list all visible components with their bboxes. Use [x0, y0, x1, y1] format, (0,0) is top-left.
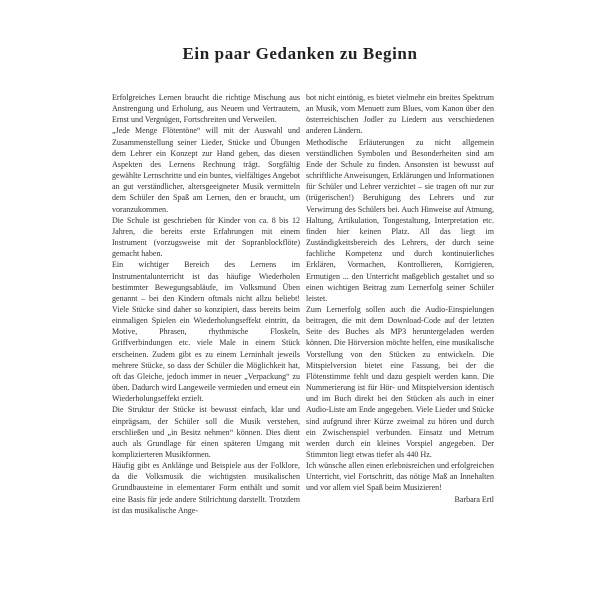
- left-column: [112, 92, 300, 516]
- page-title: Ein paar Gedanken zu Beginn: [182, 44, 418, 63]
- paragraph: Die Schule ist geschrieben für Kinder von ca. 8 bis 12 Jahren, die bereits erste Erfahrungen mit einem Instrument (vorzugsweise mit der Sopranblockflöte) gemacht haben.: [112, 215, 300, 259]
- paragraph: Häufig gibt es Anklänge und Beispiele aus der Folklore, da die Volksmusik die wichtigsten musikalischen Grundbausteine in elementarer Form enthält und somit eine Basis für jede andere Stilrichtung darstellt. Trotzdem ist das musikalische Ange-: [112, 461, 300, 515]
- paragraph: Methodische Erläuterungen zu nicht allgemein verständlichen Symbolen und Besonderheiten sind am Ende der Schule zu finden. Ansonsten ist bewusst auf schriftliche Anweisungen, Erklärungen und Informationen für Schüler und Lehrer verzichtet – sie tragen oft nur zur (trügerischen!) Beruhigung des Lehrers und zur Verwirrung des Schülers bei. Auch Hinweise auf Atmung, Haltung, Artikulation, Tongestaltung, Interpretation etc. finden hier keinen Platz. All das liegt im Zuständigkeitsbereich des Lehrers, der durch seine fachliche Kompetenz und durch kontinuierliches Erklären, Vormachen, Kontrollieren, Korrigieren, Ermutigen ... den Unterricht maßgeblich gestaltet und so einen wichtigen Beitrag zum Lernerfolg seiner Schüler leistet.: [306, 137, 494, 303]
- paragraph: Zum Lernerfolg sollen auch die Audio-Einspielungen beitragen, die mit dem Download-Code auf der letzten Seite des Buches als MP3 heruntergeladen werden können. Die Hörversion möchte helfen, eine musikalische Vorstellung von den Stücken zu entwickeln. Die Mitspielversion bietet eine Fassung, bei der die Flötenstimme fehlt und dazu gespielt werden kann. Die Nummerierung ist für Hör- und Mitspielversion identisch und im Buch direkt bei den Stücken als auch in einer Audio-Liste am Ende angegeben. Viele Lieder und Stücke sind aufgrund ihrer Kürze zweimal zu hören und durch ein Zwischenspiel verbunden. Einsatz und Metrum werden durch ein kleines Vorspiel angegeben. Der Stimmton liegt etwas tiefer als 440 Hz.: [306, 304, 494, 459]
- paragraph: Die Struktur der Stücke ist bewusst einfach, klar und einprägsam, der Schüler soll die Musik verstehen, erschließen und „in Besitz nehmen“ können. Dies dient auch als Grundlage für einen späteren Umgang mit komplizierteren Musikformen.: [112, 405, 300, 459]
- author-signature: Barbara Ertl: [454, 494, 494, 504]
- right-column: [306, 92, 494, 505]
- paragraph: Ein wichtiger Bereich des Lernens im Instrumentalunterricht ist das häufige Wiederholen bestimmter Bewegungsabläufe, im Volksmund Üben genannt – bei den Kindern oftmals nicht allzu beliebt! Viele Stücke sind daher so konzipiert, dass bereits beim einmaligen Spielen ein Wiederholungseffekt eintritt, da Motive, Phrasen, rhythmische Floskeln, Griffverbindungen etc. viele Male in einem Stück erscheinen. Zudem gibt es zu einem Lerninhalt jeweils mehrere Stücke, so dass der Schüler die Möglichkeit hat, oft das Gleiche, jedoch immer in neuer „Verpackung“ zu üben. Dadurch wird Langeweile vermieden und erneut ein Wiederholungseffekt erzielt.: [112, 260, 300, 404]
- paragraph: bot nicht eintönig, es bietet vielmehr ein breites Spektrum an Musik, vom Menuett zum Blues, vom Kanon über den österreichischen Jodler zu Liedern aus verschiedenen anderen Ländern.: [306, 93, 494, 136]
- paragraph: „Jede Menge Flötentöne“ will mit der Auswahl und Zusammenstellung seiner Lieder, Stücke und Übungen dem Lehrer ein Konzept zur Hand geben, das diesen Aspekten des Lernens Rechnung trägt. Sorgfältig gewählte Lernschritte und ein buntes, vielfältiges Angebot an gut verständlicher, altersgeeigneter Musik vermitteln dem Schüler den Spaß am Lernen, den er braucht, um voranzukommen.: [112, 126, 300, 214]
- paragraph: Ich wünsche allen einen erlebnisreichen und erfolgreichen Unterricht, viel Fortschritt, das nötige Maß an Innehalten und vor allem viel Spaß beim Musizieren!: [306, 461, 494, 493]
- paragraph: Erfolgreiches Lernen braucht die richtige Mischung aus Anstrengung und Erholung, aus Neuem und Vertrautem, Ernst und Vergnügen, Fortschreiten und Verweilen.: [112, 93, 300, 125]
